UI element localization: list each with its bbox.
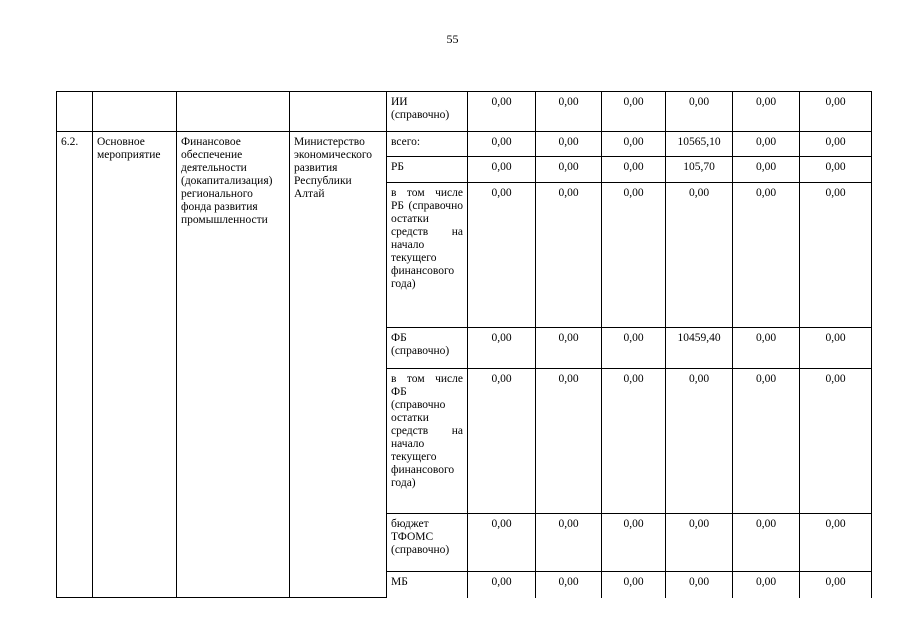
value-cell: 0,00 bbox=[666, 369, 733, 514]
value-cell: 10565,10 bbox=[666, 132, 733, 157]
item-type: Основное мероприятие bbox=[93, 132, 177, 598]
value-cell: 0,00 bbox=[468, 328, 536, 369]
value-cell: 0,00 bbox=[800, 92, 872, 132]
value-cell: 0,00 bbox=[733, 92, 800, 132]
table-row bbox=[57, 132, 872, 157]
value-cell: 0,00 bbox=[800, 183, 872, 328]
funding-source-cell: ФБ (справочно) bbox=[387, 328, 468, 369]
value-cell: 0,00 bbox=[800, 514, 872, 572]
value-cell: 0,00 bbox=[536, 328, 602, 369]
table-row bbox=[57, 92, 872, 132]
value-cell: 0,00 bbox=[666, 183, 733, 328]
value-cell: 0,00 bbox=[602, 132, 666, 157]
value-cell: 0,00 bbox=[733, 369, 800, 514]
value-cell: 0,00 bbox=[536, 514, 602, 572]
funding-source-cell: в том числе РБ (справочно остатки средств на начало текущего финансового года) bbox=[387, 183, 468, 328]
value-cell: 0,00 bbox=[733, 572, 800, 598]
item-name: Финансовое обеспечение деятельности (докапитализация) регионального фонда развития промышленности bbox=[177, 132, 290, 598]
value-cell: 0,00 bbox=[468, 92, 536, 132]
value-cell: 0,00 bbox=[602, 92, 666, 132]
value-cell: 0,00 bbox=[733, 157, 800, 183]
funding-source-cell: РБ bbox=[387, 157, 468, 183]
value-cell: 0,00 bbox=[468, 132, 536, 157]
item-number: 6.2. bbox=[57, 132, 93, 598]
value-cell: 0,00 bbox=[733, 132, 800, 157]
value-cell: 0,00 bbox=[733, 328, 800, 369]
value-cell: 0,00 bbox=[800, 157, 872, 183]
value-cell: 0,00 bbox=[602, 328, 666, 369]
funding-source-cell: ИИ (справочно) bbox=[387, 92, 468, 132]
value-cell: 0,00 bbox=[536, 572, 602, 598]
value-cell: 0,00 bbox=[536, 369, 602, 514]
value-cell: 0,00 bbox=[733, 183, 800, 328]
value-cell: 0,00 bbox=[536, 183, 602, 328]
program-table bbox=[56, 91, 872, 598]
value-cell: 0,00 bbox=[800, 369, 872, 514]
value-cell: 0,00 bbox=[800, 328, 872, 369]
value-cell: 0,00 bbox=[800, 572, 872, 598]
value-cell: 0,00 bbox=[602, 572, 666, 598]
value-cell: 0,00 bbox=[666, 514, 733, 572]
value-cell: 0,00 bbox=[733, 514, 800, 572]
value-cell: 0,00 bbox=[468, 369, 536, 514]
funding-source-cell: в том числе ФБ (справочно остатки средств на начало текущего финансового года) bbox=[387, 369, 468, 514]
value-cell: 105,70 bbox=[666, 157, 733, 183]
value-cell: 0,00 bbox=[468, 572, 536, 598]
value-cell: 0,00 bbox=[800, 132, 872, 157]
value-cell: 0,00 bbox=[666, 92, 733, 132]
value-cell: 0,00 bbox=[666, 572, 733, 598]
funding-source-cell: всего: bbox=[387, 132, 468, 157]
value-cell: 0,00 bbox=[602, 369, 666, 514]
funding-source-cell: бюджет ТФОМС (справочно) bbox=[387, 514, 468, 572]
value-cell: 0,00 bbox=[468, 183, 536, 328]
value-cell: 0,00 bbox=[602, 157, 666, 183]
value-cell: 0,00 bbox=[468, 157, 536, 183]
value-cell: 0,00 bbox=[536, 92, 602, 132]
value-cell: 10459,40 bbox=[666, 328, 733, 369]
value-cell: 0,00 bbox=[468, 514, 536, 572]
value-cell: 0,00 bbox=[536, 157, 602, 183]
page-number: 55 bbox=[446, 32, 459, 46]
item-executor: Министерство экономического развития Республики Алтай bbox=[290, 132, 387, 598]
value-cell: 0,00 bbox=[602, 183, 666, 328]
value-cell: 0,00 bbox=[602, 514, 666, 572]
value-cell: 0,00 bbox=[536, 132, 602, 157]
funding-source-cell: МБ bbox=[387, 572, 468, 598]
